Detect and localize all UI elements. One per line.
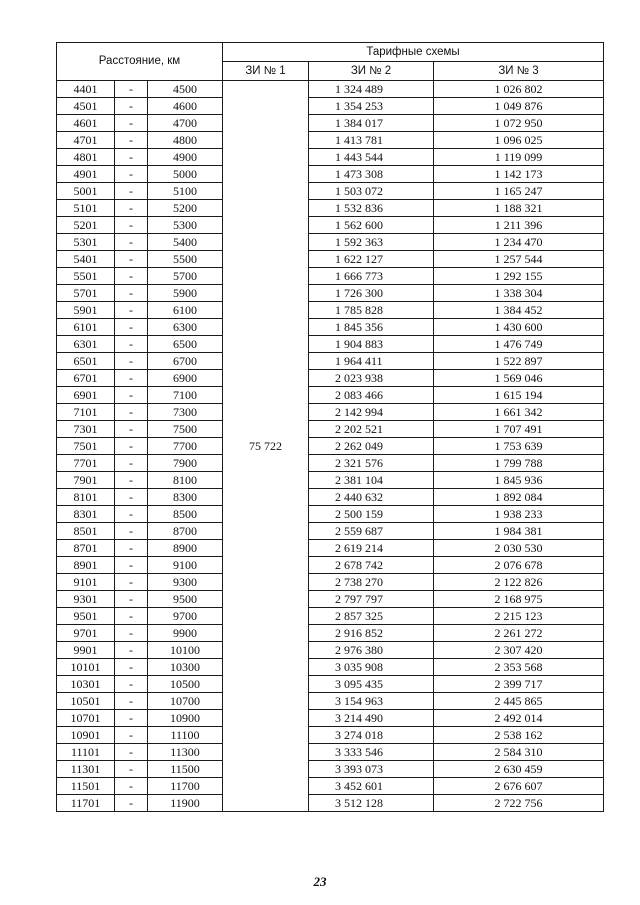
distance-from-cell: 5701 bbox=[57, 285, 115, 302]
distance-to-cell: 8700 bbox=[148, 523, 223, 540]
zi3-value-cell: 1 211 396 bbox=[434, 217, 604, 234]
zi3-value-cell: 2 584 310 bbox=[434, 744, 604, 761]
zi3-value-cell: 1 049 876 bbox=[434, 98, 604, 115]
distance-from-cell: 6901 bbox=[57, 387, 115, 404]
distance-to-cell: 4900 bbox=[148, 149, 223, 166]
distance-to-cell: 10100 bbox=[148, 642, 223, 659]
header-row-top bbox=[57, 43, 604, 62]
distance-to-cell: 5100 bbox=[148, 183, 223, 200]
distance-from-cell: 7501 bbox=[57, 438, 115, 455]
zi2-value-cell: 2 440 632 bbox=[309, 489, 434, 506]
range-dash-cell: - bbox=[115, 98, 148, 115]
zi3-value-cell: 1 753 639 bbox=[434, 438, 604, 455]
zi2-value-cell: 1 324 489 bbox=[309, 81, 434, 98]
distance-to-cell: 10700 bbox=[148, 693, 223, 710]
zi2-value-cell: 1 726 300 bbox=[309, 285, 434, 302]
range-dash-cell: - bbox=[115, 659, 148, 676]
range-dash-cell: - bbox=[115, 761, 148, 778]
distance-from-cell: 5101 bbox=[57, 200, 115, 217]
zi2-value-cell: 2 381 104 bbox=[309, 472, 434, 489]
zi2-value-cell: 2 500 159 bbox=[309, 506, 434, 523]
table-row bbox=[57, 540, 604, 557]
zi3-value-cell: 2 399 717 bbox=[434, 676, 604, 693]
zi3-value-cell: 1 026 802 bbox=[434, 81, 604, 98]
zi3-value-cell: 2 215 123 bbox=[434, 608, 604, 625]
zi3-value-cell: 2 538 162 bbox=[434, 727, 604, 744]
distance-from-cell: 4901 bbox=[57, 166, 115, 183]
table-row bbox=[57, 251, 604, 268]
zi3-value-cell: 2 076 678 bbox=[434, 557, 604, 574]
range-dash-cell: - bbox=[115, 744, 148, 761]
distance-to-cell: 6900 bbox=[148, 370, 223, 387]
distance-from-cell: 4701 bbox=[57, 132, 115, 149]
distance-from-cell: 7701 bbox=[57, 455, 115, 472]
range-dash-cell: - bbox=[115, 710, 148, 727]
zi2-value-cell: 1 532 836 bbox=[309, 200, 434, 217]
table-row bbox=[57, 98, 604, 115]
table-row bbox=[57, 795, 604, 812]
range-dash-cell: - bbox=[115, 421, 148, 438]
zi3-value-cell: 1 569 046 bbox=[434, 370, 604, 387]
table-row bbox=[57, 489, 604, 506]
distance-to-cell: 5000 bbox=[148, 166, 223, 183]
distance-to-cell: 6100 bbox=[148, 302, 223, 319]
distance-from-cell: 5401 bbox=[57, 251, 115, 268]
table-row bbox=[57, 710, 604, 727]
header-zi2: ЗИ № 2 bbox=[309, 62, 434, 81]
zi3-value-cell: 1 845 936 bbox=[434, 472, 604, 489]
zi3-value-cell: 1 661 342 bbox=[434, 404, 604, 421]
distance-from-cell: 10301 bbox=[57, 676, 115, 693]
range-dash-cell: - bbox=[115, 115, 148, 132]
zi2-value-cell: 1 622 127 bbox=[309, 251, 434, 268]
zi3-value-cell: 1 384 452 bbox=[434, 302, 604, 319]
distance-from-cell: 8701 bbox=[57, 540, 115, 557]
distance-from-cell: 10701 bbox=[57, 710, 115, 727]
distance-to-cell: 5900 bbox=[148, 285, 223, 302]
table-row bbox=[57, 285, 604, 302]
zi2-value-cell: 2 619 214 bbox=[309, 540, 434, 557]
range-dash-cell: - bbox=[115, 81, 148, 98]
zi3-value-cell: 1 984 381 bbox=[434, 523, 604, 540]
distance-from-cell: 6501 bbox=[57, 353, 115, 370]
distance-from-cell: 10901 bbox=[57, 727, 115, 744]
range-dash-cell: - bbox=[115, 778, 148, 795]
zi3-value-cell: 2 307 420 bbox=[434, 642, 604, 659]
distance-to-cell: 11500 bbox=[148, 761, 223, 778]
zi2-value-cell: 2 202 521 bbox=[309, 421, 434, 438]
distance-to-cell: 5300 bbox=[148, 217, 223, 234]
distance-to-cell: 9900 bbox=[148, 625, 223, 642]
zi2-value-cell: 1 413 781 bbox=[309, 132, 434, 149]
distance-to-cell: 9700 bbox=[148, 608, 223, 625]
table-row bbox=[57, 81, 604, 98]
table-row bbox=[57, 319, 604, 336]
distance-to-cell: 10500 bbox=[148, 676, 223, 693]
range-dash-cell: - bbox=[115, 676, 148, 693]
zi3-value-cell: 1 119 099 bbox=[434, 149, 604, 166]
table-row bbox=[57, 455, 604, 472]
table-row bbox=[57, 370, 604, 387]
distance-to-cell: 11300 bbox=[148, 744, 223, 761]
zi2-value-cell: 3 154 963 bbox=[309, 693, 434, 710]
zi3-value-cell: 2 168 975 bbox=[434, 591, 604, 608]
distance-to-cell: 7700 bbox=[148, 438, 223, 455]
zi2-value-cell: 3 214 490 bbox=[309, 710, 434, 727]
distance-to-cell: 9100 bbox=[148, 557, 223, 574]
table-row bbox=[57, 574, 604, 591]
table-row bbox=[57, 659, 604, 676]
range-dash-cell: - bbox=[115, 642, 148, 659]
table-row bbox=[57, 523, 604, 540]
zi2-value-cell: 1 384 017 bbox=[309, 115, 434, 132]
zi2-value-cell: 2 321 576 bbox=[309, 455, 434, 472]
table-row bbox=[57, 591, 604, 608]
zi2-value-cell: 1 845 356 bbox=[309, 319, 434, 336]
distance-from-cell: 11301 bbox=[57, 761, 115, 778]
table-row bbox=[57, 438, 604, 455]
zi2-value-cell: 3 274 018 bbox=[309, 727, 434, 744]
distance-to-cell: 10900 bbox=[148, 710, 223, 727]
range-dash-cell: - bbox=[115, 438, 148, 455]
distance-to-cell: 11100 bbox=[148, 727, 223, 744]
distance-from-cell: 6101 bbox=[57, 319, 115, 336]
zi1-value-cell: 75 722 bbox=[223, 81, 309, 812]
zi2-value-cell: 1 666 773 bbox=[309, 268, 434, 285]
zi2-value-cell: 1 964 411 bbox=[309, 353, 434, 370]
distance-to-cell: 9500 bbox=[148, 591, 223, 608]
table-row bbox=[57, 404, 604, 421]
zi2-value-cell: 2 857 325 bbox=[309, 608, 434, 625]
range-dash-cell: - bbox=[115, 387, 148, 404]
zi3-value-cell: 2 722 756 bbox=[434, 795, 604, 812]
range-dash-cell: - bbox=[115, 489, 148, 506]
distance-to-cell: 6500 bbox=[148, 336, 223, 353]
distance-from-cell: 5201 bbox=[57, 217, 115, 234]
zi3-value-cell: 1 338 304 bbox=[434, 285, 604, 302]
table-row bbox=[57, 200, 604, 217]
distance-from-cell: 11701 bbox=[57, 795, 115, 812]
distance-from-cell: 4801 bbox=[57, 149, 115, 166]
table-row bbox=[57, 506, 604, 523]
distance-from-cell: 8101 bbox=[57, 489, 115, 506]
range-dash-cell: - bbox=[115, 268, 148, 285]
zi3-value-cell: 2 676 607 bbox=[434, 778, 604, 795]
zi2-value-cell: 2 142 994 bbox=[309, 404, 434, 421]
zi3-value-cell: 1 430 600 bbox=[434, 319, 604, 336]
table-row bbox=[57, 557, 604, 574]
range-dash-cell: - bbox=[115, 506, 148, 523]
table-row bbox=[57, 778, 604, 795]
distance-from-cell: 5301 bbox=[57, 234, 115, 251]
distance-from-cell: 7101 bbox=[57, 404, 115, 421]
distance-from-cell: 4501 bbox=[57, 98, 115, 115]
zi3-value-cell: 1 615 194 bbox=[434, 387, 604, 404]
zi3-value-cell: 1 292 155 bbox=[434, 268, 604, 285]
distance-from-cell: 10501 bbox=[57, 693, 115, 710]
range-dash-cell: - bbox=[115, 523, 148, 540]
distance-to-cell: 7900 bbox=[148, 455, 223, 472]
distance-to-cell: 4500 bbox=[148, 81, 223, 98]
distance-from-cell: 11501 bbox=[57, 778, 115, 795]
distance-from-cell: 4601 bbox=[57, 115, 115, 132]
zi3-value-cell: 1 234 470 bbox=[434, 234, 604, 251]
distance-from-cell: 5901 bbox=[57, 302, 115, 319]
page-number: 23 bbox=[313, 874, 327, 889]
zi2-value-cell: 3 512 128 bbox=[309, 795, 434, 812]
distance-to-cell: 6700 bbox=[148, 353, 223, 370]
zi3-value-cell: 1 799 788 bbox=[434, 455, 604, 472]
table-row bbox=[57, 149, 604, 166]
range-dash-cell: - bbox=[115, 472, 148, 489]
range-dash-cell: - bbox=[115, 336, 148, 353]
distance-from-cell: 7301 bbox=[57, 421, 115, 438]
distance-to-cell: 11700 bbox=[148, 778, 223, 795]
distance-to-cell: 7300 bbox=[148, 404, 223, 421]
table-row bbox=[57, 132, 604, 149]
zi3-value-cell: 1 476 749 bbox=[434, 336, 604, 353]
zi2-value-cell: 2 976 380 bbox=[309, 642, 434, 659]
range-dash-cell: - bbox=[115, 591, 148, 608]
distance-from-cell: 9501 bbox=[57, 608, 115, 625]
zi2-value-cell: 1 904 883 bbox=[309, 336, 434, 353]
distance-to-cell: 5200 bbox=[148, 200, 223, 217]
range-dash-cell: - bbox=[115, 370, 148, 387]
table-row bbox=[57, 472, 604, 489]
zi2-value-cell: 2 559 687 bbox=[309, 523, 434, 540]
distance-from-cell: 8901 bbox=[57, 557, 115, 574]
table-row bbox=[57, 727, 604, 744]
zi3-value-cell: 1 188 321 bbox=[434, 200, 604, 217]
zi2-value-cell: 1 473 308 bbox=[309, 166, 434, 183]
zi3-value-cell: 2 445 865 bbox=[434, 693, 604, 710]
zi2-value-cell: 3 393 073 bbox=[309, 761, 434, 778]
distance-from-cell: 9901 bbox=[57, 642, 115, 659]
range-dash-cell: - bbox=[115, 557, 148, 574]
distance-from-cell: 9701 bbox=[57, 625, 115, 642]
table-row bbox=[57, 625, 604, 642]
range-dash-cell: - bbox=[115, 455, 148, 472]
distance-to-cell: 6300 bbox=[148, 319, 223, 336]
range-dash-cell: - bbox=[115, 625, 148, 642]
range-dash-cell: - bbox=[115, 404, 148, 421]
zi3-value-cell: 2 122 826 bbox=[434, 574, 604, 591]
table-row bbox=[57, 761, 604, 778]
zi2-value-cell: 1 562 600 bbox=[309, 217, 434, 234]
distance-from-cell: 6701 bbox=[57, 370, 115, 387]
range-dash-cell: - bbox=[115, 166, 148, 183]
distance-from-cell: 6301 bbox=[57, 336, 115, 353]
zi3-value-cell: 2 492 014 bbox=[434, 710, 604, 727]
table-row bbox=[57, 115, 604, 132]
header-zi3: ЗИ № 3 bbox=[434, 62, 604, 81]
zi3-value-cell: 1 165 247 bbox=[434, 183, 604, 200]
table-row bbox=[57, 642, 604, 659]
header-distance: Расстояние, км bbox=[57, 43, 223, 81]
header-tariff-schemes: Тарифные схемы bbox=[223, 43, 604, 62]
zi3-value-cell: 1 707 491 bbox=[434, 421, 604, 438]
range-dash-cell: - bbox=[115, 285, 148, 302]
zi2-value-cell: 2 083 466 bbox=[309, 387, 434, 404]
table-row bbox=[57, 676, 604, 693]
range-dash-cell: - bbox=[115, 319, 148, 336]
table-row bbox=[57, 217, 604, 234]
zi3-value-cell: 1 257 544 bbox=[434, 251, 604, 268]
zi2-value-cell: 1 785 828 bbox=[309, 302, 434, 319]
zi2-value-cell: 1 443 544 bbox=[309, 149, 434, 166]
zi2-value-cell: 3 452 601 bbox=[309, 778, 434, 795]
table-row bbox=[57, 608, 604, 625]
distance-to-cell: 5700 bbox=[148, 268, 223, 285]
zi2-value-cell: 2 262 049 bbox=[309, 438, 434, 455]
zi3-value-cell: 1 892 084 bbox=[434, 489, 604, 506]
zi2-value-cell: 2 738 270 bbox=[309, 574, 434, 591]
zi2-value-cell: 2 916 852 bbox=[309, 625, 434, 642]
distance-from-cell: 4401 bbox=[57, 81, 115, 98]
distance-to-cell: 4600 bbox=[148, 98, 223, 115]
distance-from-cell: 8301 bbox=[57, 506, 115, 523]
distance-to-cell: 11900 bbox=[148, 795, 223, 812]
table-row bbox=[57, 302, 604, 319]
table-row bbox=[57, 693, 604, 710]
range-dash-cell: - bbox=[115, 183, 148, 200]
distance-to-cell: 8900 bbox=[148, 540, 223, 557]
zi2-value-cell: 3 095 435 bbox=[309, 676, 434, 693]
table-row bbox=[57, 183, 604, 200]
table-row bbox=[57, 353, 604, 370]
zi3-value-cell: 1 072 950 bbox=[434, 115, 604, 132]
distance-to-cell: 4800 bbox=[148, 132, 223, 149]
table-row bbox=[57, 268, 604, 285]
distance-from-cell: 9101 bbox=[57, 574, 115, 591]
tariff-table bbox=[56, 42, 604, 812]
table-row bbox=[57, 166, 604, 183]
distance-to-cell: 9300 bbox=[148, 574, 223, 591]
zi2-value-cell: 2 023 938 bbox=[309, 370, 434, 387]
table-row bbox=[57, 421, 604, 438]
distance-from-cell: 10101 bbox=[57, 659, 115, 676]
range-dash-cell: - bbox=[115, 302, 148, 319]
distance-to-cell: 8500 bbox=[148, 506, 223, 523]
distance-from-cell: 8501 bbox=[57, 523, 115, 540]
zi3-value-cell: 1 938 233 bbox=[434, 506, 604, 523]
distance-from-cell: 11101 bbox=[57, 744, 115, 761]
header-zi1: ЗИ № 1 bbox=[223, 62, 309, 81]
distance-from-cell: 9301 bbox=[57, 591, 115, 608]
zi3-value-cell: 1 142 173 bbox=[434, 166, 604, 183]
range-dash-cell: - bbox=[115, 574, 148, 591]
zi3-value-cell: 2 353 568 bbox=[434, 659, 604, 676]
distance-to-cell: 8300 bbox=[148, 489, 223, 506]
range-dash-cell: - bbox=[115, 693, 148, 710]
range-dash-cell: - bbox=[115, 608, 148, 625]
range-dash-cell: - bbox=[115, 200, 148, 217]
table-body bbox=[57, 81, 604, 812]
distance-from-cell: 5001 bbox=[57, 183, 115, 200]
distance-from-cell: 5501 bbox=[57, 268, 115, 285]
zi2-value-cell: 1 592 363 bbox=[309, 234, 434, 251]
zi3-value-cell: 2 261 272 bbox=[434, 625, 604, 642]
range-dash-cell: - bbox=[115, 353, 148, 370]
distance-to-cell: 5400 bbox=[148, 234, 223, 251]
zi3-value-cell: 1 096 025 bbox=[434, 132, 604, 149]
zi2-value-cell: 2 678 742 bbox=[309, 557, 434, 574]
table-row bbox=[57, 234, 604, 251]
range-dash-cell: - bbox=[115, 132, 148, 149]
zi2-value-cell: 1 503 072 bbox=[309, 183, 434, 200]
distance-to-cell: 7100 bbox=[148, 387, 223, 404]
range-dash-cell: - bbox=[115, 149, 148, 166]
table-row bbox=[57, 744, 604, 761]
distance-to-cell: 10300 bbox=[148, 659, 223, 676]
range-dash-cell: - bbox=[115, 217, 148, 234]
distance-from-cell: 7901 bbox=[57, 472, 115, 489]
range-dash-cell: - bbox=[115, 234, 148, 251]
zi3-value-cell: 1 522 897 bbox=[434, 353, 604, 370]
zi3-value-cell: 2 030 530 bbox=[434, 540, 604, 557]
table-row bbox=[57, 336, 604, 353]
distance-to-cell: 8100 bbox=[148, 472, 223, 489]
distance-to-cell: 4700 bbox=[148, 115, 223, 132]
distance-to-cell: 7500 bbox=[148, 421, 223, 438]
range-dash-cell: - bbox=[115, 727, 148, 744]
zi2-value-cell: 1 354 253 bbox=[309, 98, 434, 115]
range-dash-cell: - bbox=[115, 251, 148, 268]
table-row bbox=[57, 387, 604, 404]
range-dash-cell: - bbox=[115, 540, 148, 557]
distance-to-cell: 5500 bbox=[148, 251, 223, 268]
zi3-value-cell: 2 630 459 bbox=[434, 761, 604, 778]
zi2-value-cell: 3 333 546 bbox=[309, 744, 434, 761]
zi2-value-cell: 3 035 908 bbox=[309, 659, 434, 676]
range-dash-cell: - bbox=[115, 795, 148, 812]
zi2-value-cell: 2 797 797 bbox=[309, 591, 434, 608]
